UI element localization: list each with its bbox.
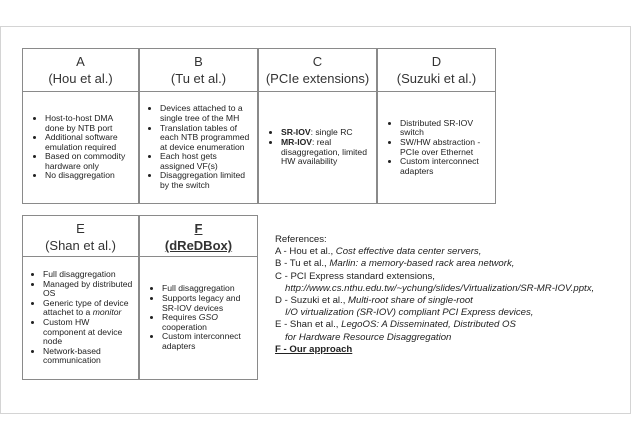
card-body — [378, 92, 495, 203]
list-item: • Network-based communication — [43, 347, 134, 366]
card-source: (Shan et al.) — [45, 238, 116, 253]
reference-line: D - Suzuki et al., Multi-root share of single-root — [275, 295, 473, 307]
bullet-list — [23, 270, 138, 366]
card-header — [140, 216, 257, 257]
card-header — [23, 216, 138, 257]
card-letter: D — [431, 54, 442, 69]
card-letter: A — [76, 54, 85, 69]
list-item: • Translation tables of each NTB programmed at device enumeration — [160, 124, 253, 153]
card-f — [139, 215, 258, 380]
card-source: (PCIe extensions) — [265, 71, 370, 86]
card-letter: E — [76, 221, 85, 236]
list-item: • Generic type of device attachet to a monitor — [43, 299, 134, 318]
card-header — [259, 49, 376, 92]
list-item: • Additional software emulation required — [45, 133, 134, 152]
list-item: • No disaggregation — [45, 171, 134, 181]
card-body — [23, 92, 138, 203]
list-item: • Full disaggregation — [43, 270, 134, 280]
bullet-list — [23, 114, 138, 181]
bullet-list — [378, 119, 495, 177]
card-source: (dReDBox) — [164, 238, 233, 253]
card-header — [23, 49, 138, 92]
list-item: • Full disaggregation — [162, 284, 253, 294]
reference-line: C - PCI Express standard extensions, — [275, 270, 435, 282]
card-body — [140, 92, 257, 203]
card-d — [377, 48, 496, 204]
list-item: • Requires GSO cooperation — [162, 313, 253, 332]
list-item: • Disaggregation limited by the switch — [160, 171, 253, 190]
reference-line: E - Shan et al., LegoOS: A Disseminated, Distributed OS — [275, 319, 516, 331]
card-source: (Tu et al.) — [170, 71, 227, 86]
card-e — [22, 215, 139, 380]
list-item: • Distributed SR-IOV switch — [400, 119, 491, 138]
reference-line: B - Tu et al., Marlin: a memory-based rack area network, — [275, 258, 515, 270]
card-letter: B — [194, 54, 203, 69]
list-item: • Custom HW component at device node — [43, 318, 134, 347]
reference-line: http://www.cs.nthu.edu.tw/~ychung/slides/Virtualization/SR-MR-IOV.pptx, — [285, 282, 595, 294]
reference-line: for Hardware Resource Disaggregation — [285, 331, 452, 343]
card-body — [259, 92, 376, 203]
list-item: • Managed by distributed OS — [43, 280, 134, 299]
list-item: • Host-to-host DMA done by NTB port — [45, 114, 134, 133]
card-body — [140, 257, 257, 379]
bullet-list — [140, 104, 257, 190]
card-header — [378, 49, 495, 92]
list-item: • Custom interconnect adapters — [162, 332, 253, 351]
card-source: (Hou et al.) — [48, 71, 113, 86]
card-letter: F — [194, 221, 203, 236]
list-item: • Custom interconnect adapters — [400, 157, 491, 176]
card-source: (Suzuki et al.) — [396, 71, 477, 86]
card-c — [258, 48, 377, 204]
list-item: • SW/HW abstraction - PCIe over Ethernet — [400, 138, 491, 157]
card-b — [139, 48, 258, 204]
list-item: • Supports legacy and SR-IOV devices — [162, 294, 253, 313]
reference-line: A - Hou et al., Cost effective data center servers, — [275, 246, 482, 258]
card-letter: C — [312, 54, 323, 69]
reference-line: I/O virtualization (SR-IOV) compliant PCI Express devices, — [285, 307, 534, 319]
list-item: • Devices attached to a single tree of the MH — [160, 104, 253, 123]
list-item: • SR-IOV: single RC — [281, 128, 372, 138]
card-a — [22, 48, 139, 204]
bullet-list — [259, 128, 376, 166]
our-approach-label: F - Our approach — [275, 343, 353, 355]
bullet-list — [140, 284, 257, 351]
list-item: • MR-IOV: real disaggregation, limited HW availability — [281, 138, 372, 167]
references — [275, 234, 627, 356]
card-header — [140, 49, 257, 92]
references-heading: References: — [275, 234, 327, 245]
list-item: • Based on commodity hardware only — [45, 152, 134, 171]
list-item: • Each host gets assigned VF(s) — [160, 152, 253, 171]
card-body — [23, 257, 138, 379]
